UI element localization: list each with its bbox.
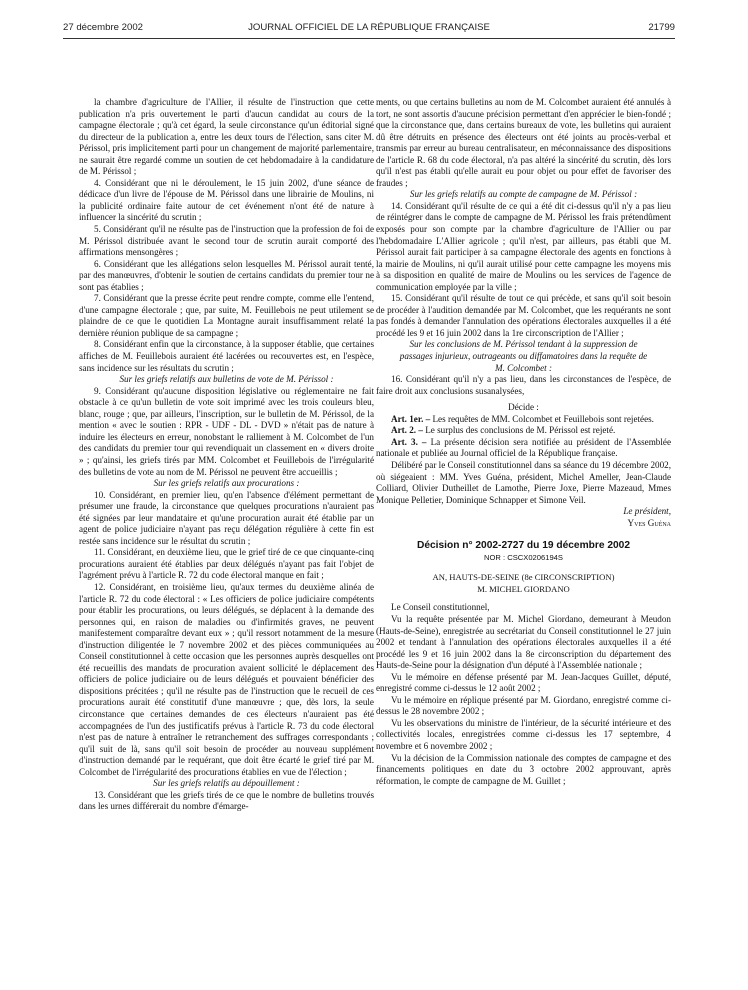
page-header: [63, 22, 675, 36]
article-paragraph: [376, 414, 671, 426]
body-paragraph: 7. Considérant que la presse écrite peut rendre compte, comme elle l'entend, d'une campagne électorale ; que, par suite, M. Feuillebois ne peut utilement se plaindre de ce que le quotidien La Montagne aurait insuffisamment relaté la dernière réunion publique de sa campagne ;: [79, 293, 374, 338]
body-paragraph: Délibéré par le Conseil constitutionnel dans sa séance du 19 décembre 2002, où siégeaient : MM. Yves Guéna, président, Michel Ameller, Jean-Claude Colliard, Olivier Dutheillet de Lamothe, Pierre Joxe, Pierre Mazeaud, Mmes Monique Pelletier, Dominique Schnapper et Simone Veil.: [376, 459, 671, 505]
body-paragraph: 8. Considérant enfin que la circonstance, à la supposer établie, que certaines affiches de M. Feuillebois auraient été lacérées ou recouvertes est, en l'espèce, sans incidence sur les résultats du scrutin ;: [79, 339, 374, 373]
previous-decision-end: [376, 97, 671, 529]
body-paragraph: Le Conseil constitutionnel,: [391, 602, 490, 613]
article-paragraph: [376, 425, 671, 437]
article-text: Les requêtes de MM. Colcombet et Feuillebois sont rejetées.: [432, 413, 654, 424]
article-label: Art. 3. –: [391, 436, 427, 447]
body-paragraph: 14. Considérant qu'il résulte de ce qui a été dit ci-dessus qu'il n'y a pas lieu de réintégrer dans le compte de campagne de M. Périssol les frais prétendûment exposés pour son compte par la chambre d'agriculture de l'Allier ou par l'hebdomadaire L'Allier agricole ; qu'il n'est, par ailleurs, pas établi que M. Périssol aurait fait participer à sa campagne électorale des agents en fonctions à la mairie de Moulins, ni qu'il aurait utilisé pour cette campagne les moyens mis à sa disposition en qualité de maire de Moulins ou les services de l'agence de communication employée par la ville ;: [376, 200, 671, 292]
body-paragraph: 11. Considérant, en deuxième lieu, que le grief tiré de ce que cinquante-cinq procurations auraient été établies par deux délégués n'ayant pas fait l'objet de l'agrément prévu à l'article R. 72 du code électoral manque en fait ;: [79, 547, 374, 581]
signature-name: Yves Guéna: [627, 517, 671, 528]
section-subheading: Sur les griefs relatifs aux bulletins de vote de M. Périssol :: [119, 374, 334, 385]
body-paragraph: Vu la requête présentée par M. Michel Giordano, demeurant à Meudon (Hauts-de-Seine), enregistrée au secrétariat du Conseil constitutionnel le 27 juin 2002 et tendant à l'annulation des opérations électorales auxquelles il a été procédé les 9 et 16 juin 2002 dans la 8e circonscription du département des Hauts-de-Seine pour la désignation d'un député à l'Assemblée nationale ;: [376, 613, 671, 671]
article-label: Art. 1er. –: [391, 413, 431, 424]
body-paragraph: ments, ou que certains bulletins au nom de M. Colcombet auraient été annulés à tort, ne sont assortis d'aucune précision permettant d'en apprécier le bien-fondé ; que la circonstance que, dans certains bureaux de vote, les bulletins qui auraient dû être détruits en présence des électeurs ont été joints au procès-verbal et transmis par erreur au bureau centralisateur, en méconnaissance des dispositions de l'article R. 68 du code électoral, n'a pas altéré la sincérité du scrutin, dès lors qu'il n'est pas établi qu'elle aurait eu pour objet ou pour effet de favoriser des fraudes ;: [376, 97, 671, 188]
decision-candidate: M. MICHEL GIORDANO: [477, 583, 570, 594]
body-paragraph: 5. Considérant qu'il ne résulte pas de l'instruction que la profession de foi de M. Périssol distribuée avant le second tour de scrutin aurait comporté des affirmations mensongères ;: [79, 224, 374, 258]
signature-title: Le président,: [623, 506, 671, 517]
body-paragraph: 12. Considérant, en troisième lieu, qu'aux termes du deuxième alinéa de l'article R. 72 du code électoral : « Les officiers de police judiciaire compétents pour établir les procurations, ou leurs délégués, se déplacent à la demande des personnes qui, en raison de maladies ou d'infirmités graves, ne peuvent manifestement comparaître devant eux » ; qu'il ressort notamment de la mesure d'instruction diligentée le 7 novembre 2002 et des pièces communiquées au Conseil constitutionnel à cette occasion que les personnes auprès desquelles ont été recueillis des mandats de procuration avaient sollicité le déplacement des officiers de police judiciaire ou de leurs délégués et pouvaient bénéficier des dispositions précitées ; qu'il ne résulte pas de l'instruction que le recueil de ces procurations aurait été constitutif d'une manœuvre ; que, dès lors, la seule circonstance que certaines demandes de ces électeurs n'auraient pas été accompagnées de l'un des justificatifs prévus à l'article R. 73 du code électoral n'est pas de nature à entraîner le retranchement des suffrages correspondants ; qu'il suit de là, sans qu'il soit besoin de procéder au nouveau supplément d'instruction demandé par le requérant, que doit être écarté le grief tiré par M. Colcombet de l'irrégularité des procurations établies en vue de l'élection ;: [79, 581, 374, 777]
body-paragraph: Vu le mémoire en réplique présenté par M. Giordano, enregistré comme ci-dessus le 28 novembre 2002 ;: [376, 694, 671, 717]
article-label: Art. 2. –: [391, 425, 423, 436]
left-column: [79, 97, 374, 813]
new-decision-body: [376, 602, 671, 787]
decide-heading: Décide :: [508, 402, 539, 413]
article-paragraph: [376, 437, 671, 460]
body-paragraph: 10. Considérant, en premier lieu, qu'en l'absence d'élément permettant de présumer une fraude, la circonstance que quelques procurations n'auraient pas été signées par leur mandataire et qu'une procuration aurait été établie par un agent de police judiciaire n'ayant pas reçu délégation régulière à cette fin est restée sans incidence sur le résultat du scrutin ;: [79, 489, 374, 546]
body-paragraph: Vu les observations du ministre de l'intérieur, de la sécurité intérieure et des collectivités locales, enregistrées comme ci-dessus les 17 septembre, 4 novembre et 6 novembre 2002 ;: [376, 717, 671, 751]
body-paragraph: 16. Considérant qu'il n'y a pas lieu, dans les circonstances de l'espèce, de faire droit aux conclusions susanalysées,: [376, 374, 671, 396]
decision-title: Décision n° 2002-2727 du 19 décembre 2002: [416, 540, 631, 552]
header-rule: [63, 38, 675, 39]
body-paragraph: la chambre d'agriculture de l'Allier, il résulte de l'instruction que cette publication n'a pris ouvertement le parti d'aucun candidat au cours de la campagne électorale ; qu'à cet égard, la seule circonstance qu'un éditorial signé du directeur de la publication a, entre les deux tours de l'élection, sans citer M. Périssol, pris implicitement parti pour un changement de majorité parlementaire, ne saurait être regardé comme un soutien de cet hebdomadaire à la candidature de M. Périssol ;: [79, 97, 374, 177]
section-subheading: Sur les griefs relatifs au dépouillement :: [153, 778, 300, 789]
section-subheading: Sur les conclusions de M. Périssol tendant à la suppression de passages injurieux, outrageants ou diffamatoires dans la requête de M. Colcombet :: [399, 339, 648, 373]
header-date: 27 décembre 2002: [63, 22, 144, 33]
body-paragraph: 9. Considérant qu'aucune disposition législative ou réglementaire ne fait obstacle à ce qu'un bulletin de vote soit imprimé avec les trois couleurs bleu, blanc, rouge ; que, par ailleurs, l'inscription, sur le bulletin de M. Périssol, de la mention « avec le soutien : RPR - UDF - DL - DVD » n'était pas de nature à induire les électeurs en erreur, nonobstant le ralliement à M. Colcombet de l'un des candidats du premier tour qui revendiquait un classement en « divers droite » ; qu'ainsi, les griefs tirés par MM. Colcombet et Feuillebois de l'irrégularité des bulletins de vote au nom de M. Périssol ne peuvent être accueillis ;: [79, 385, 374, 477]
section-subheading: Sur les griefs relatifs aux procurations :: [153, 478, 300, 489]
body-paragraph: 6. Considérant que les allégations selon lesquelles M. Périssol aurait tenté, par des manœuvres, d'obtenir le soutien de certains candidats du premier tour ne sont pas établies ;: [79, 258, 374, 292]
section-subheading: Sur les griefs relatifs au compte de campagne de M. Périssol :: [409, 189, 638, 200]
body-paragraph: 13. Considérant que les griefs tirés de ce que le nombre de bulletins trouvés dans les urnes différerait du nombre d'émarge-: [79, 789, 374, 812]
decision-nor: NOR : CSCX0206194S: [484, 552, 563, 562]
decision-constituency: AN, HAUTS-DE-SEINE (8e CIRCONSCRIPTION): [432, 572, 615, 583]
article-text: La présente décision sera notifiée au président de l'Assemblée nationale et publiée au Journal officiel de la République française.: [376, 436, 671, 459]
header-journal-title: JOURNAL OFFICIEL DE LA RÉPUBLIQUE FRANÇAISE: [248, 22, 490, 33]
body-paragraph: 15. Considérant qu'il résulte de tout ce qui précède, et sans qu'il soit besoin de procéder à l'audition demandée par M. Colcombet, que les requérants ne sont pas fondés à demander l'annulation des opérations électorales auxquelles il a été procédé les 9 et 16 juin 2002 dans la 1re circonscription de l'Allier ;: [376, 293, 671, 338]
body-paragraph: Vu le mémoire en défense présenté par M. Jean-Jacques Guillet, député, enregistré comme ci-dessus le 12 août 2002 ;: [376, 671, 671, 694]
right-column: [376, 97, 671, 787]
article-text: Le surplus des conclusions de M. Périssol est rejeté.: [425, 425, 616, 436]
header-page-number: 21799: [648, 22, 675, 33]
body-paragraph: Vu la décision de la Commission nationale des comptes de campagne et des financements politiques en date du 3 octobre 2002 approuvant, après réformation, le compte de campagne de M. Guillet ;: [376, 752, 671, 786]
body-paragraph: 4. Considérant que ni le déroulement, le 15 juin 2002, d'une séance de dédicace d'un livre de l'épouse de M. Périssol dans une librairie de Moulins, ni la publicité ordinaire faite autour de cet événement n'ont été de nature à influencer la sincérité du scrutin ;: [79, 177, 374, 223]
